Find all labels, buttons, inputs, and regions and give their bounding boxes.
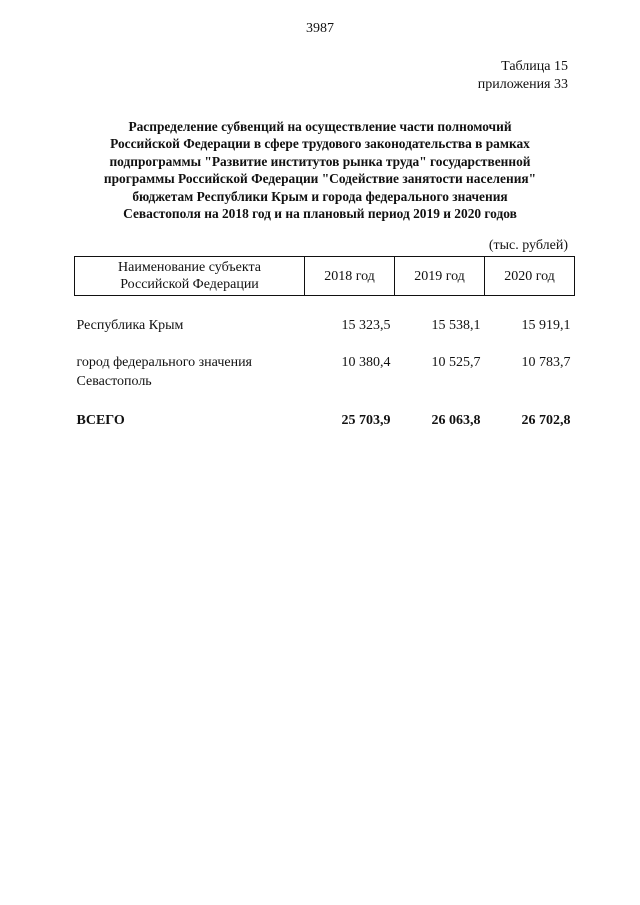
title-line: бюджетам Республики Крым и города федерального значения: [132, 188, 508, 204]
title-line: программы Российской Федерации "Содействие занятости населения": [103, 171, 537, 187]
table-spacer: [75, 391, 575, 411]
subject-name-line: город федерального значения: [76, 355, 252, 370]
value-2020: 15 919,1: [521, 318, 571, 333]
subject-name: [75, 316, 305, 335]
value-2020: 10 783,7: [521, 355, 571, 370]
table-row: [75, 316, 575, 335]
title-line: Российской Федерации в сфере трудового законодательства в рамках: [110, 136, 530, 152]
value-2019: 15 538,1: [431, 318, 481, 333]
column-header-subject-line: Российской Федерации: [120, 277, 259, 292]
table-row: [75, 353, 575, 391]
subject-name-line: Севастополь: [76, 374, 152, 389]
column-header-2019: 2019 год: [395, 257, 485, 296]
subsidy-table: [74, 256, 575, 430]
appendix-reference-line: приложения 33: [477, 77, 568, 92]
table-reference-line: Таблица 15: [501, 59, 568, 74]
value-2018: 15 323,5: [341, 318, 391, 333]
total-2018: 25 703,9: [341, 413, 391, 428]
subject-name-line: Республика Крым: [76, 318, 184, 333]
value-2018: 10 380,4: [341, 355, 391, 370]
title-line: Распределение субвенций на осуществление части полномочий: [128, 119, 512, 134]
page-number: 3987: [306, 21, 334, 36]
subject-name: [75, 353, 305, 391]
column-header-2018: 2018 год: [305, 257, 395, 296]
value-2019: 10 525,7: [431, 355, 481, 370]
table-spacer: [75, 335, 575, 353]
column-header-2020: 2020 год: [485, 257, 575, 296]
total-2019: 26 063,8: [431, 413, 481, 428]
table-spacer: [75, 296, 575, 317]
title-line: Севастополя на 2018 год и на плановый период 2019 и 2020 годов: [123, 206, 517, 222]
column-header-subject: [75, 257, 305, 296]
total-2020: 26 702,8: [521, 413, 571, 428]
total-row: [75, 411, 575, 430]
table-reference: [478, 58, 568, 94]
total-label: ВСЕГО: [76, 413, 125, 428]
document-title: [70, 118, 570, 222]
title-line: подпрограммы "Развитие институтов рынка труда" государственной: [109, 153, 531, 169]
column-header-subject-line: Наименование субъекта: [118, 260, 261, 275]
table-header-row: [75, 257, 575, 296]
units-label: (тыс. рублей): [488, 238, 568, 253]
